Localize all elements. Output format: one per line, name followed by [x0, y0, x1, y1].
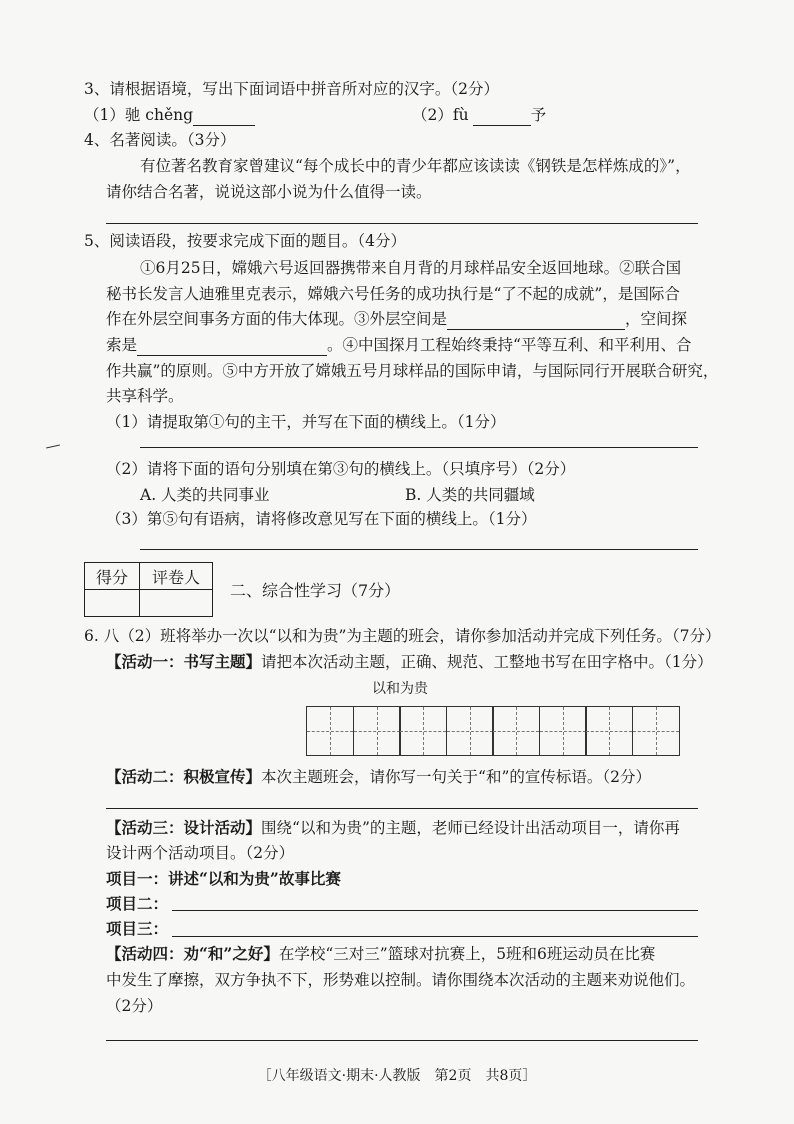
q5-para-line6: 共享科学。	[106, 387, 184, 405]
score-box	[84, 562, 213, 617]
q5-sub3: （3）第⑤句有语病，请将修改意见写在下面的横线上。（1分）	[106, 510, 537, 528]
tianzige-cell[interactable]	[585, 706, 633, 756]
activity4-text-1: 在学校“三对三”篮球对抗赛上，5班和6班运动员在比赛	[278, 945, 656, 963]
activity3-label: 【活动三：设计活动】	[106, 818, 262, 837]
q4-line1: 有位著名教育家曾建议“每个成长中的青少年都应该读读《钢铁是怎样炼成的》”，	[140, 157, 691, 175]
page-footer: ［八年级语文·期末·人教版 第2页 共8页］	[257, 1068, 537, 1084]
q5-para-line4-b: 。④中国探月工程始终秉持“平等互利、和平利用、合	[327, 336, 692, 354]
activity3-item1: 项目一：讲述“以和为贵”故事比赛	[106, 869, 341, 888]
tianzige-cell[interactable]	[492, 706, 540, 756]
q5-para-line4-a: 索是	[106, 336, 138, 354]
activity4-text-2: 中发生了摩擦，双方争执不下，形势难以控制。请你围绕本次活动的主题来劝说他们。	[106, 971, 696, 989]
q3-item2-suffix: 予	[530, 106, 547, 124]
activity3-text-2: 设计两个活动项目。（2分）	[106, 844, 295, 862]
score-label: 得分	[85, 563, 140, 590]
activity2-label: 【活动二：积极宣传】	[106, 767, 262, 786]
q5-option-a: A. 人类的共同事业	[140, 486, 270, 504]
activity2-answer-line[interactable]	[106, 808, 698, 809]
activity3-item3-line[interactable]	[172, 936, 698, 937]
section-2-title: 二、综合性学习（7分）	[230, 581, 401, 600]
tianzige-cell[interactable]	[399, 706, 447, 756]
q3-item1-prefix: （1）驰 chěng	[84, 106, 194, 124]
activity3-item3-label: 项目三：	[106, 919, 169, 938]
q5-para-line2: 秘书长发言人迪雅里克表示，嫦娥六号任务的成功执行是“了不起的成就”，是国际合	[106, 285, 680, 303]
q5-para-line3-a: 作在外层空间事务方面的伟大体现。③外层空间是	[106, 310, 448, 328]
activity4-answer-line[interactable]	[106, 1040, 698, 1041]
q4-stem: 4、名著阅读。（3分）	[84, 131, 236, 149]
q5-blank-1[interactable]	[447, 311, 625, 330]
activity2-text: 本次主题班会，请你写一句关于“和”的宣传标语。（2分）	[261, 768, 651, 786]
q5-para-line3-b: ，空间探	[625, 310, 688, 328]
tianzige-cell[interactable]	[353, 706, 401, 756]
grader-cell[interactable]	[140, 590, 213, 617]
activity1-label: 【活动一：书写主题】	[106, 652, 262, 671]
q6-stem: 6. 八（2）班将举办一次以“以和为贵”为主题的班会，请你参加活动并完成下列任务。（7分）	[84, 627, 721, 645]
theme-text: 以和为贵	[372, 681, 428, 697]
q3-item2-blank[interactable]	[473, 107, 531, 126]
q3-item2-prefix: （2）fù	[412, 106, 469, 124]
q5-sub1-answer-line[interactable]	[140, 447, 698, 448]
activity4-text-3: （2分）	[106, 997, 163, 1015]
q5-stem: 5、阅读语段，按要求完成下面的题目。（4分）	[84, 232, 406, 250]
margin-mark	[46, 445, 60, 449]
score-cell[interactable]	[85, 590, 140, 617]
tianzige-cell[interactable]	[446, 706, 494, 756]
q6-activity1	[106, 651, 713, 673]
q5-option-b: B. 人类的共同疆域	[405, 486, 535, 504]
q5-para-line5: 作共赢”的原则。⑤中方开放了嫦娥五号月球样品的国际申请，与国际同行开展联合研究，	[106, 362, 719, 380]
q5-para-line4	[106, 334, 691, 356]
grader-label: 评卷人	[140, 563, 213, 590]
q5-sub2: （2）请将下面的语句分别填在第③句的横线上。（只填序号）（2分）	[106, 460, 576, 478]
q5-blank-2[interactable]	[137, 337, 327, 356]
activity4-label: 【活动四：劝“和”之好】	[106, 944, 279, 963]
q5-sub3-answer-line[interactable]	[140, 549, 698, 550]
q6-activity4	[106, 943, 655, 965]
q5-para-line1: ①6月25日，嫦娥六号返回器携带来自月背的月球样品安全返回地球。②联合国	[140, 259, 682, 277]
q3-item1-blank[interactable]	[193, 107, 255, 126]
q3-item2	[412, 104, 546, 126]
q6-activity3	[106, 817, 680, 839]
q4-answer-line[interactable]	[106, 223, 698, 224]
activity1-text: 请把本次活动主题，正确、规范、工整地书写在田字格中。（1分）	[261, 653, 713, 671]
q6-activity2	[106, 766, 651, 788]
activity3-text-1: 围绕“以和为贵”的主题，老师已经设计出活动项目一，请你再	[261, 819, 680, 837]
activity3-item2-label: 项目二：	[106, 894, 169, 913]
tianzige-cell[interactable]	[539, 706, 587, 756]
q5-sub1: （1）请提取第①句的主干，并写在下面的横线上。（1分）	[106, 413, 506, 431]
q3-item1	[84, 104, 255, 126]
tianzige-cell[interactable]	[306, 706, 354, 756]
q4-line2: 请你结合名著，说说这部小说为什么值得一读。	[106, 183, 432, 201]
q3-stem: 3、请根据语境，写出下面词语中拼音所对应的汉字。（2分）	[84, 80, 499, 98]
activity3-item2-line[interactable]	[172, 910, 698, 911]
tianzige-grid	[306, 706, 680, 756]
q5-para-line3	[106, 308, 687, 330]
tianzige-cell[interactable]	[632, 706, 680, 756]
